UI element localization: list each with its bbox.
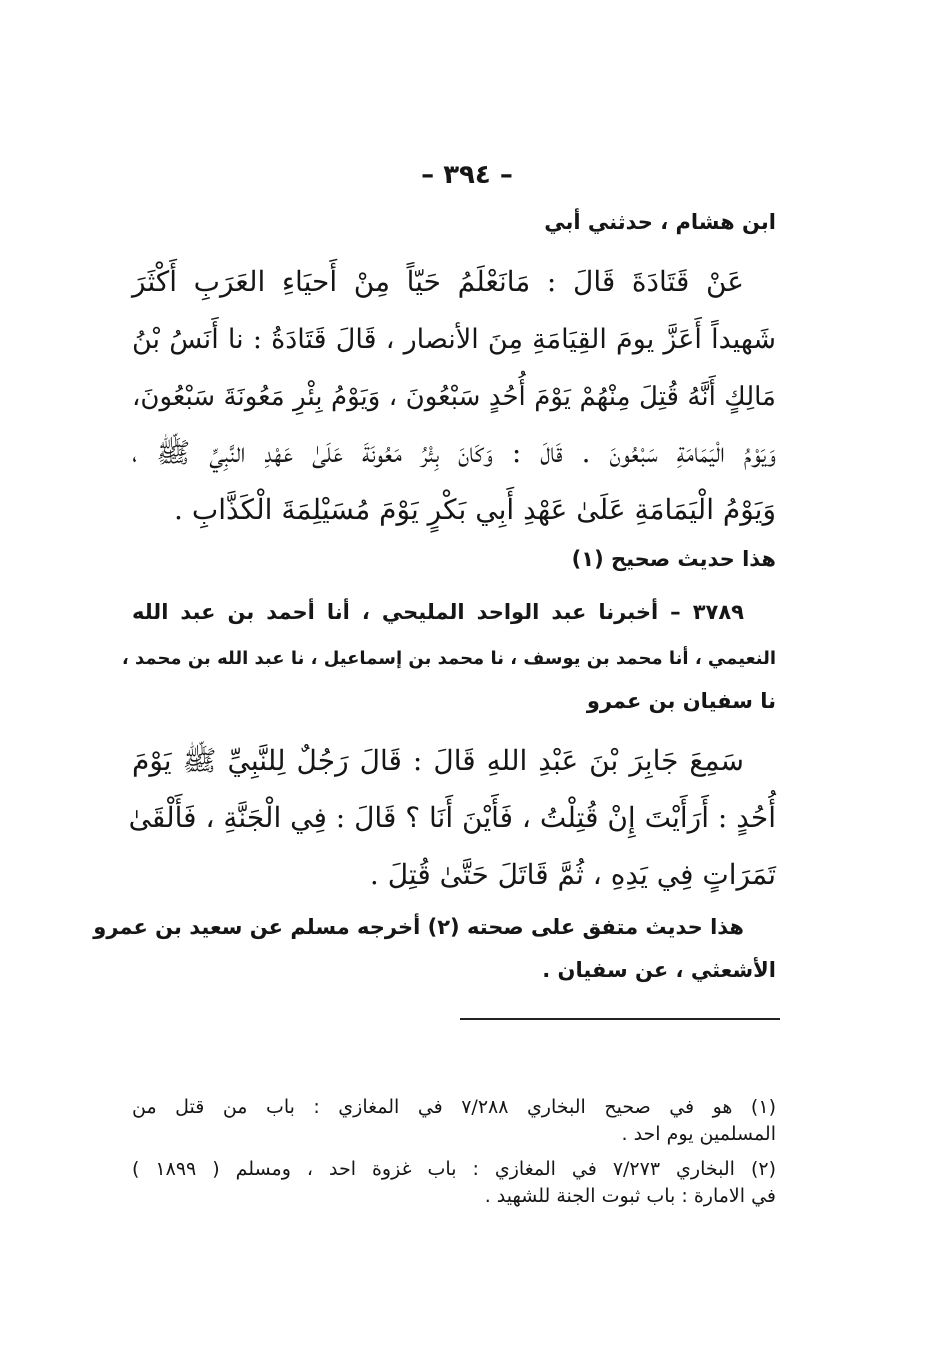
- matn-line: عَنْ قَتَادَةَ قَالَ : مَانَعْلَمُ حَيّاً مِنْ أَحيَاءِ العَرَبِ أَكْثَرَ: [132, 265, 744, 298]
- isnad-line: نا سفيان بن عمرو: [586, 689, 776, 713]
- isnad-line: ٣٧٨٩ – أخبرنا عبد الواحد المليحي ، أنا أحمد بن عبد الله: [132, 600, 744, 624]
- matn-line: وَيَوْمُ الْيَمَامَةِ سَبْعُونَ . قَالَ : وَكَانَ بِئْرُ مَعُونَةَ عَلَىٰ عَهْدِ النَّبِيِّ ﷺ ،: [132, 436, 776, 469]
- matn-line: سَمِعَ جَابِرَ بْنَ عَبْدِ اللهِ قَالَ : قَالَ رَجُلٌ لِلنَّبِيِّ ﷺ يَوْمَ: [132, 744, 744, 777]
- footnote-line: المسلمين يوم احد .: [621, 1123, 776, 1145]
- footnote-divider: [460, 1018, 780, 1020]
- footnote-line: في الامارة : باب ثبوت الجنة للشهيد .: [484, 1185, 776, 1207]
- footnote-line: (١) هو في صحيح البخاري ٧/٢٨٨ في المغازي : باب من قتل من: [132, 1096, 776, 1118]
- isnad-line: ابن هشام ، حدثني أبي: [544, 210, 776, 234]
- matn-line: شَهيداً أَعَزَّ يومَ القِيَامَةِ مِنَ الأنصار ، قَالَ قَتَادَةُ : نا أَنَسُ بْنُ: [132, 324, 776, 355]
- matn-line: وَيَوْمُ الْيَمَامَةِ عَلَىٰ عَهْدِ أَبِي بَكْرٍ يَوْمَ مُسَيْلِمَةَ الْكَذَّابِ .: [174, 493, 776, 526]
- isnad-line: النعيمي ، أنا محمد بن يوسف ، نا محمد بن إسماعيل ، نا عبد الله بن محمد ،: [121, 648, 776, 669]
- footnote-line: (٢) البخاري ٧/٢٧٣ في المغازي : باب غزوة احد ، ومسلم ( ١٨٩٩ ): [132, 1158, 777, 1180]
- hadith-grading: هذا حديث صحيح (١): [571, 547, 776, 571]
- matn-line: مَالِكٍ أَنَّهُ قُتِلَ مِنْهُمْ يَوْمَ أُحُدٍ سَبْعُونَ ، وَيَوْمُ بِئْرِ مَعُونَةَ سَبْعُونَ،: [132, 382, 776, 412]
- hadith-grading: هذا حديث متفق على صحته (٢) أخرجه مسلم عن سعيد بن عمرو: [93, 915, 744, 939]
- page-number: – ٣٩٤ –: [421, 160, 513, 190]
- matn-line: أُحُدٍ : أَرَأَيْتَ إِنْ قُتِلْتُ ، فَأَيْنَ أَنَا ؟ قَالَ : فِي الْجَنَّةِ ، فَأَلْقَىٰ: [128, 801, 776, 834]
- matn-line: تَمَرَاتٍ فِي يَدِهِ ، ثُمَّ قَاتَلَ حَتَّىٰ قُتِلَ .: [369, 858, 776, 891]
- hadith-grading: الأشعثي ، عن سفيان .: [542, 958, 776, 982]
